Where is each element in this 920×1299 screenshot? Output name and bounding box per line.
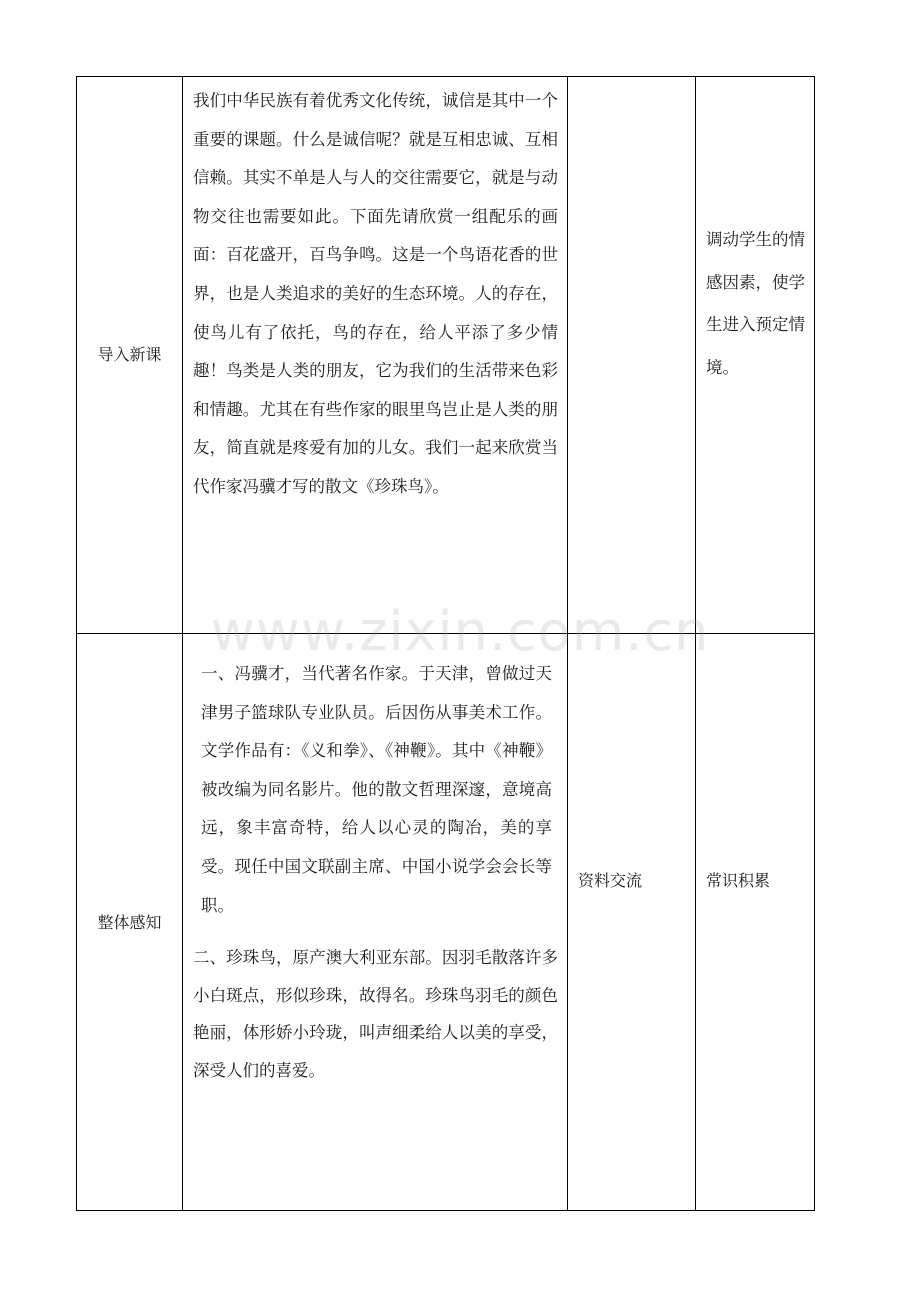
content-paragraph: 二、珍珠鸟，原产澳大利亚东部。因羽毛散落许多小白斑点，形似珍珠，故得名。珍珠鸟羽毛的颜色艳丽，体形娇小玲珑，叫声细柔给人以美的享受，深受人们的喜爱。 bbox=[193, 948, 558, 1080]
activity-cell bbox=[568, 634, 696, 1211]
table-row bbox=[77, 77, 815, 634]
content-cell bbox=[183, 634, 568, 1211]
content-text: 我们中华民族有着优秀文化传统，诚信是其中一个重要的课题。什么是诚信呢？就是互相忠诚、互相信赖。其实不单是人与人的交往需要它，就是与动物交往也需要如此。下面先请欣赏一组配乐的画面：百花盛开，百鸟争鸣。这是一个鸟语花香的世界，也是人类追求的美好的生态环境。人的存在，使鸟儿有了依托，鸟的存在，给人平添了多少情趣！鸟类是人类的朋友，它为我们的生活带来色彩和情趣。尤其在有些作家的眼里鸟岂止是人类的朋友，简直就是疼爱有加的儿女。我们一起来欣赏当代作家冯骥才写的散文《珍珠鸟》。 bbox=[193, 91, 558, 496]
stage-label: 导入新课 bbox=[97, 345, 162, 364]
stage-label: 整体感知 bbox=[97, 913, 162, 932]
purpose-text: 调动学生的情感因素，使学生进入预定情境。 bbox=[706, 230, 805, 377]
purpose-cell bbox=[696, 77, 815, 634]
purpose-cell bbox=[696, 634, 815, 1211]
stage-cell bbox=[77, 634, 183, 1211]
purpose-text: 常识积累 bbox=[706, 871, 771, 890]
activity-text: 资料交流 bbox=[578, 871, 643, 890]
activity-cell bbox=[568, 77, 696, 634]
content-paragraph: 一、冯骥才，当代著名作家。于天津，曾做过天津男子篮球队专业队员。后因伤从事美术工作。文学作品有：《义和拳》、《神鞭》。其中《神鞭》被改编为同名影片。他的散文哲理深邃，意境高远，象丰富奇特，给人以心灵的陶冶，美的享受。现任中国文联副主席、中国小说学会会长等职。 bbox=[201, 664, 552, 915]
stage-cell bbox=[77, 77, 183, 634]
watermark: www.zixin.com.cn bbox=[210, 600, 710, 663]
table-row bbox=[77, 634, 815, 1211]
content-cell bbox=[183, 77, 568, 634]
